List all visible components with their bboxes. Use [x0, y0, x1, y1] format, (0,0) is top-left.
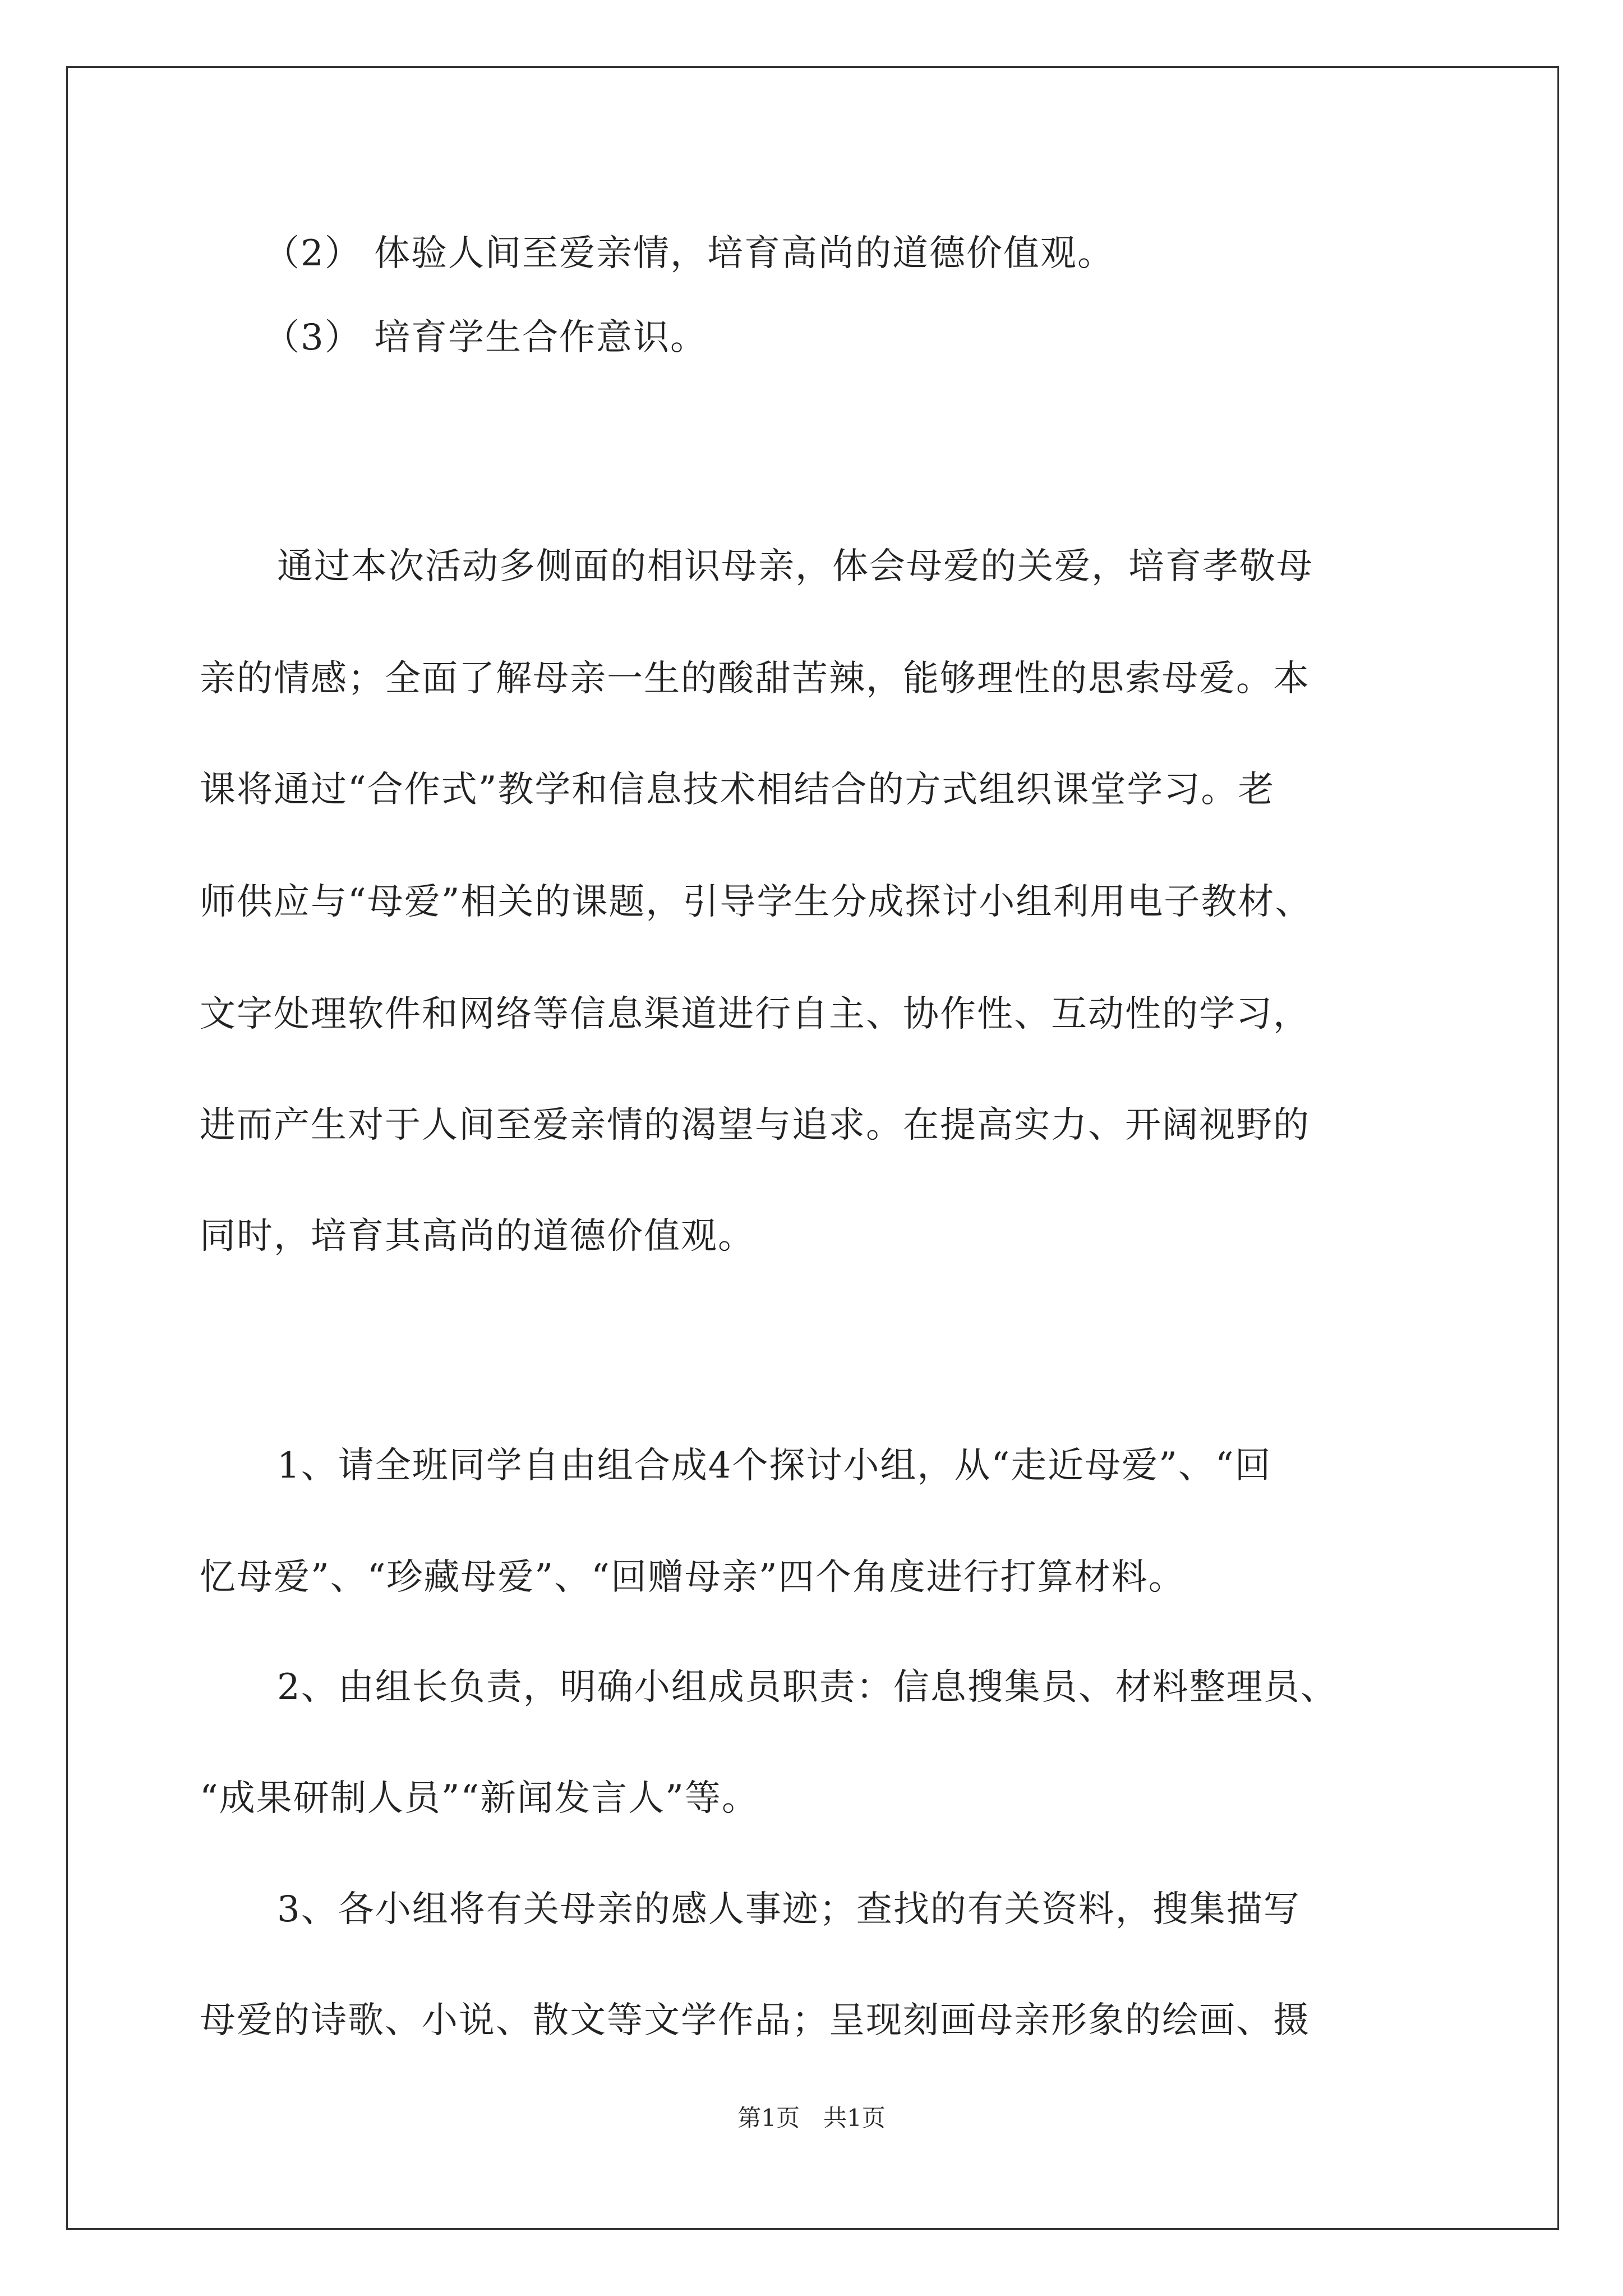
paragraph-line: 文字处理软件和网络等信息渠道进行自主、协作性、互动性的学习， — [200, 993, 1310, 1035]
step-item-3-cont: 母爱的诗歌、小说、散文等文学作品；呈现刻画母亲形象的绘画、摄 — [200, 2000, 1310, 2041]
paragraph-line: 进而产生对于人间至爱亲情的渴望与追求。在提高实力、开阔视野的 — [200, 1105, 1310, 1146]
step-item-2: 2、由组长负责，明确小组成员职责：信息搜集员、材料整理员、 — [277, 1667, 1338, 1708]
paragraph-line: 同时，培育其高尚的道德价值观。 — [200, 1216, 755, 1257]
step-item-1-cont: 忆母爱”、“珍藏母爱”、“回赠母亲”四个角度进行打算材料。 — [200, 1557, 1186, 1598]
paragraph-line: 师供应与“母爱”相关的课题，引导学生分成探讨小组利用电子教材、 — [200, 881, 1312, 923]
paragraph-line: 亲的情感；全面了解母亲一生的酸甜苦辣，能够理性的思索母爱。本 — [200, 658, 1310, 700]
step-item-3: 3、各小组将有关母亲的感人事迹；查找的有关资料，搜集描写 — [277, 1889, 1301, 1930]
page-footer: 第1页 共1页 — [737, 2104, 886, 2132]
step-item-2-cont: “成果研制人员”“新闻发言人”等。 — [200, 1778, 759, 1819]
paragraph-line: 通过本次活动多侧面的相识母亲，体会母爱的关爱，培育孝敬母 — [277, 546, 1313, 587]
paragraph-line: 课将通过“合作式”教学和信息技术相结合的方式组织课堂学习。老 — [200, 769, 1275, 811]
list-item-3: （3） 培育学生合作意识。 — [264, 317, 708, 358]
list-item-2: （2） 体验人间至爱亲情，培育高尚的道德价值观。 — [264, 233, 1115, 274]
step-item-1: 1、请全班同学自由组合成4个探讨小组，从“走近母爱”、“回 — [277, 1445, 1272, 1487]
